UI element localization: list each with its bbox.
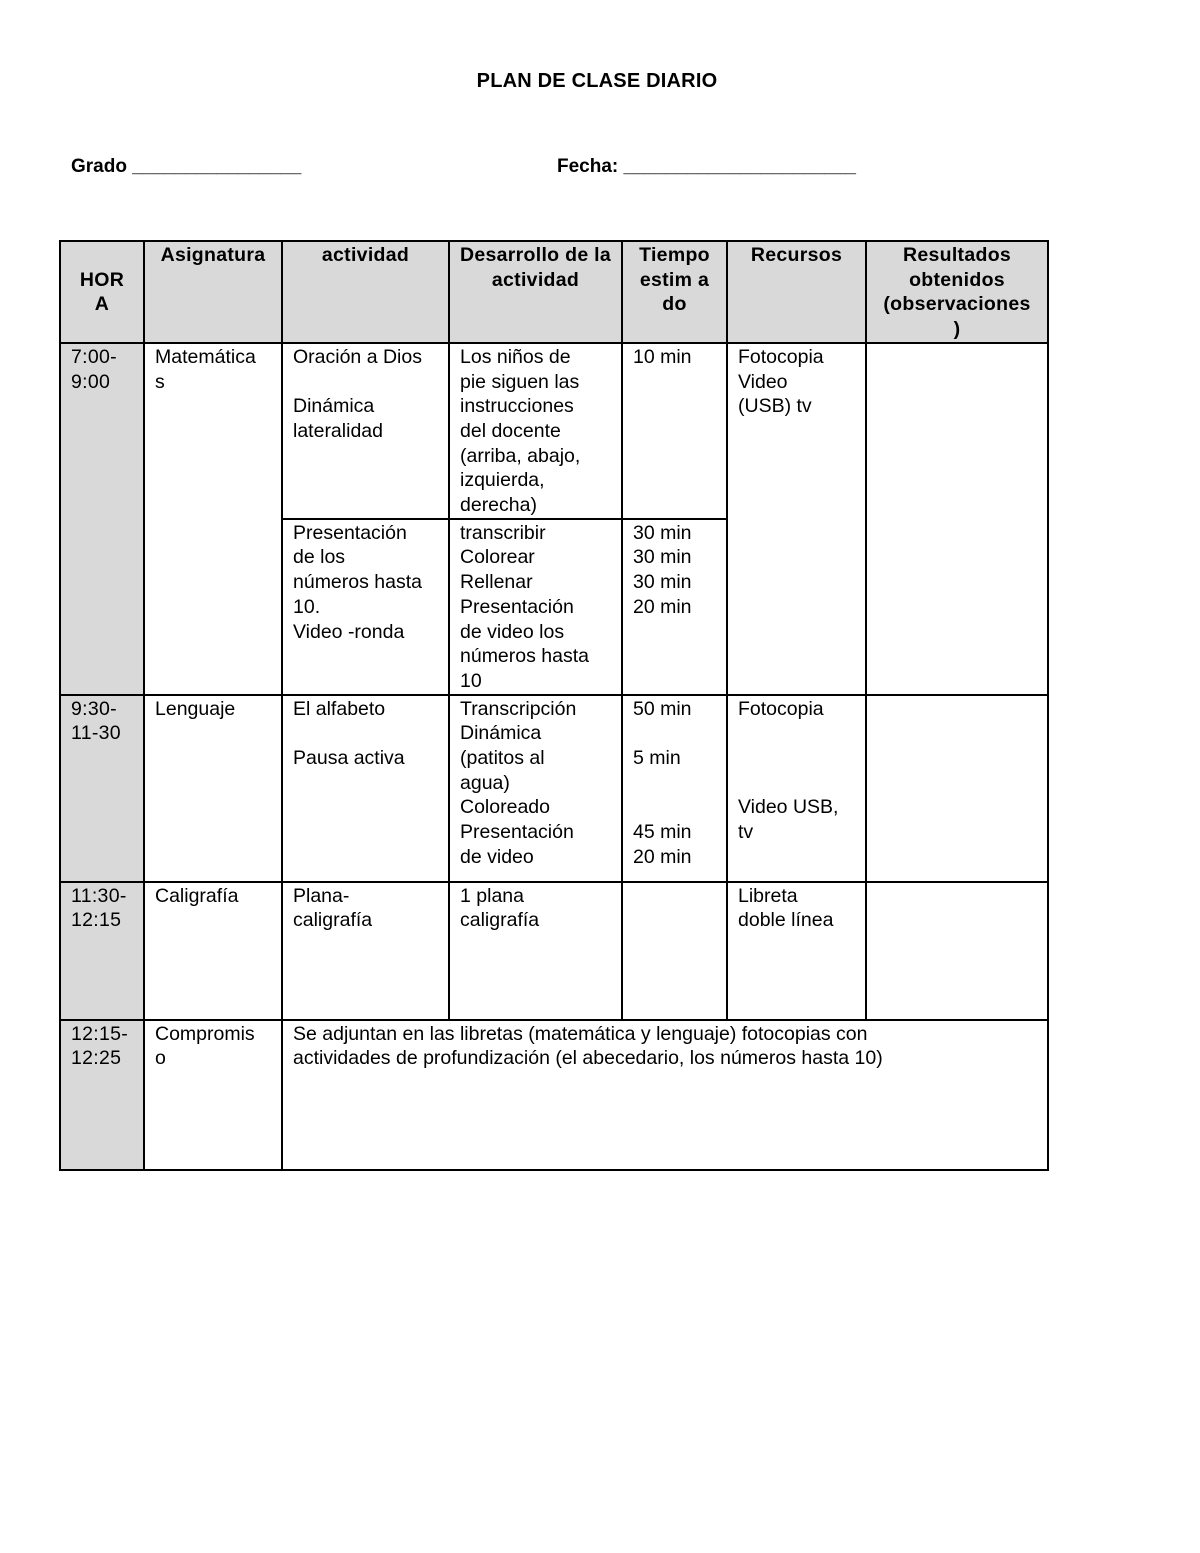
header-tiempo xyxy=(622,241,727,343)
header-tiempo-line: estim a xyxy=(639,268,710,291)
header-recursos: Recursos xyxy=(727,241,866,343)
page-title: PLAN DE CLASE DIARIO xyxy=(476,70,718,92)
cell-line: 10. xyxy=(293,595,321,618)
cell-line: 50 min xyxy=(633,697,692,720)
cell-hora-lenguaje xyxy=(60,695,144,882)
header-desarrollo: Desarrollo de la actividad xyxy=(449,241,622,343)
cell-line: doble línea xyxy=(738,909,834,932)
cell-line: Lenguaje xyxy=(155,697,236,720)
cell-hora-matematicas xyxy=(60,343,144,695)
table-row-lenguaje xyxy=(60,695,1048,882)
header-resultados-line: obtenidos xyxy=(909,268,1005,291)
cell-asignatura-lenguaje xyxy=(144,695,282,882)
cell-line: 1 plana xyxy=(460,884,524,907)
cell-line: Presentación xyxy=(460,821,574,844)
header-actividad: actividad xyxy=(282,241,449,343)
cell-line: de los xyxy=(293,546,346,569)
cell-line: números hasta xyxy=(293,571,422,594)
cell-line: Colorear xyxy=(460,546,535,569)
cell-recursos-caligrafia xyxy=(727,882,866,1020)
cell-tiempo-matematicas-2 xyxy=(622,519,727,695)
table-header-row xyxy=(60,241,1048,343)
cell-asignatura-matematicas xyxy=(144,343,282,695)
cell-line: Compromis xyxy=(155,1022,255,1045)
cell-line: instrucciones xyxy=(460,395,574,418)
cell-line: 30 min xyxy=(633,521,692,544)
cell-line: 30 min xyxy=(633,571,692,594)
table-row-compromiso xyxy=(60,1020,1048,1170)
cell-line: o xyxy=(155,1047,166,1070)
cell-line: Presentación xyxy=(460,595,574,618)
fecha-field: Fecha: ______________________ xyxy=(557,156,856,177)
cell-line: Dinámica xyxy=(460,722,542,745)
cell-line: Se adjuntan en las libretas (matemática y lenguaje) fotocopias con xyxy=(293,1022,868,1045)
cell-tiempo-matematicas-1 xyxy=(622,343,727,519)
cell-resultados-matematicas xyxy=(866,343,1048,695)
cell-line: 12:15- xyxy=(71,1022,129,1045)
cell-line: (patitos al xyxy=(460,747,545,770)
cell-line: actividades de profundización (el abecedario, los números hasta 10) xyxy=(293,1047,883,1070)
cell-line: 11-30 xyxy=(71,722,121,745)
cell-line: Matemática xyxy=(155,345,256,368)
cell-hora-caligrafia xyxy=(60,882,144,1020)
cell-line: 5 min xyxy=(633,747,681,770)
cell-line: pie siguen las xyxy=(460,370,580,393)
cell-asignatura-compromiso xyxy=(144,1020,282,1170)
cell-line: Libreta xyxy=(738,884,798,907)
cell-line: 20 min xyxy=(633,595,692,618)
table-row-caligrafia xyxy=(60,882,1048,1020)
cell-line xyxy=(293,370,438,395)
cell-line: Video -ronda xyxy=(293,620,405,643)
cell-line: 30 min xyxy=(633,546,692,569)
cell-line: Oración a Dios xyxy=(293,345,422,368)
cell-line: 10 xyxy=(460,669,482,692)
cell-resultados-lenguaje xyxy=(866,695,1048,882)
cell-tiempo-lenguaje xyxy=(622,695,727,882)
cell-line: (arriba, abajo, xyxy=(460,444,581,467)
cell-line: Dinámica xyxy=(293,395,375,418)
cell-line xyxy=(633,771,716,796)
cell-line: tv xyxy=(738,821,754,844)
cell-line xyxy=(633,795,716,820)
cell-line: Coloreado xyxy=(460,796,550,819)
cell-line: números hasta xyxy=(460,645,589,668)
grado-field: Grado ________________ xyxy=(71,156,302,177)
header-resultados xyxy=(866,241,1048,343)
cell-line: de video los xyxy=(460,620,565,643)
cell-line xyxy=(738,746,855,771)
cell-hora-compromiso xyxy=(60,1020,144,1170)
cell-line: 12:25 xyxy=(71,1047,122,1070)
cell-line: 9:00 xyxy=(71,370,111,393)
cell-desarrollo-caligrafia xyxy=(449,882,622,1020)
cell-line xyxy=(633,721,716,746)
cell-line: 9:30- xyxy=(71,697,117,720)
cell-line: s xyxy=(155,370,165,393)
cell-line: derecha) xyxy=(460,494,537,517)
cell-line: Rellenar xyxy=(460,571,533,594)
cell-line: 7:00- xyxy=(71,345,117,368)
cell-actividad-matematicas-1 xyxy=(282,343,449,519)
cell-actividad-caligrafia xyxy=(282,882,449,1020)
cell-line: Fotocopia xyxy=(738,345,824,368)
cell-line: Pausa activa xyxy=(293,747,405,770)
cell-line: del docente xyxy=(460,419,561,442)
cell-line: Los niños de xyxy=(460,345,571,368)
cell-line: Caligrafía xyxy=(155,884,239,907)
header-hora xyxy=(60,241,144,343)
header-resultados-line: (observaciones xyxy=(883,293,1031,316)
cell-desarrollo-lenguaje xyxy=(449,695,622,882)
cell-line: transcribir xyxy=(460,521,546,544)
lesson-plan-table xyxy=(59,240,1049,1171)
cell-line: Presentación xyxy=(293,521,407,544)
header-hora-line: HOR xyxy=(79,268,125,291)
cell-line: de video xyxy=(460,845,534,868)
cell-line: El alfabeto xyxy=(293,697,386,720)
cell-desarrollo-matematicas-2 xyxy=(449,519,622,695)
cell-tiempo-caligrafia xyxy=(622,882,727,1020)
cell-asignatura-caligrafia xyxy=(144,882,282,1020)
header-asignatura: Asignatura xyxy=(144,241,282,343)
cell-line: izquierda, xyxy=(460,469,545,492)
cell-line xyxy=(738,771,855,796)
cell-line: Video xyxy=(738,370,788,393)
cell-line: 12:15 xyxy=(71,909,122,932)
cell-line: 10 min xyxy=(633,345,692,368)
cell-line: agua) xyxy=(460,771,510,794)
cell-line: caligrafía xyxy=(293,909,373,932)
cell-line: Transcripción xyxy=(460,697,577,720)
header-resultados-line: Resultados xyxy=(902,244,1012,266)
cell-recursos-lenguaje xyxy=(727,695,866,882)
header-resultados-line: ) xyxy=(953,318,961,341)
cell-line: 20 min xyxy=(633,845,692,868)
cell-texto-compromiso xyxy=(282,1020,1048,1170)
cell-line xyxy=(738,721,855,746)
cell-line: (USB) tv xyxy=(738,395,812,418)
cell-line: 11:30- xyxy=(71,884,127,907)
cell-line: Video USB, xyxy=(738,796,839,819)
cell-desarrollo-matematicas-1 xyxy=(449,343,622,519)
cell-line xyxy=(293,721,438,746)
cell-actividad-matematicas-2 xyxy=(282,519,449,695)
cell-recursos-matematicas xyxy=(727,343,866,695)
cell-line: Fotocopia xyxy=(738,697,824,720)
cell-line: 45 min xyxy=(633,821,692,844)
cell-line: lateralidad xyxy=(293,419,383,442)
cell-line: Plana- xyxy=(293,884,350,907)
table-row-matematicas xyxy=(60,343,1048,519)
cell-line: caligrafía xyxy=(460,909,540,932)
cell-resultados-caligrafia xyxy=(866,882,1048,1020)
header-tiempo-line: Tiempo xyxy=(639,244,710,266)
header-hora-line: A xyxy=(94,293,110,316)
cell-actividad-lenguaje xyxy=(282,695,449,882)
header-tiempo-line: do xyxy=(662,293,687,316)
